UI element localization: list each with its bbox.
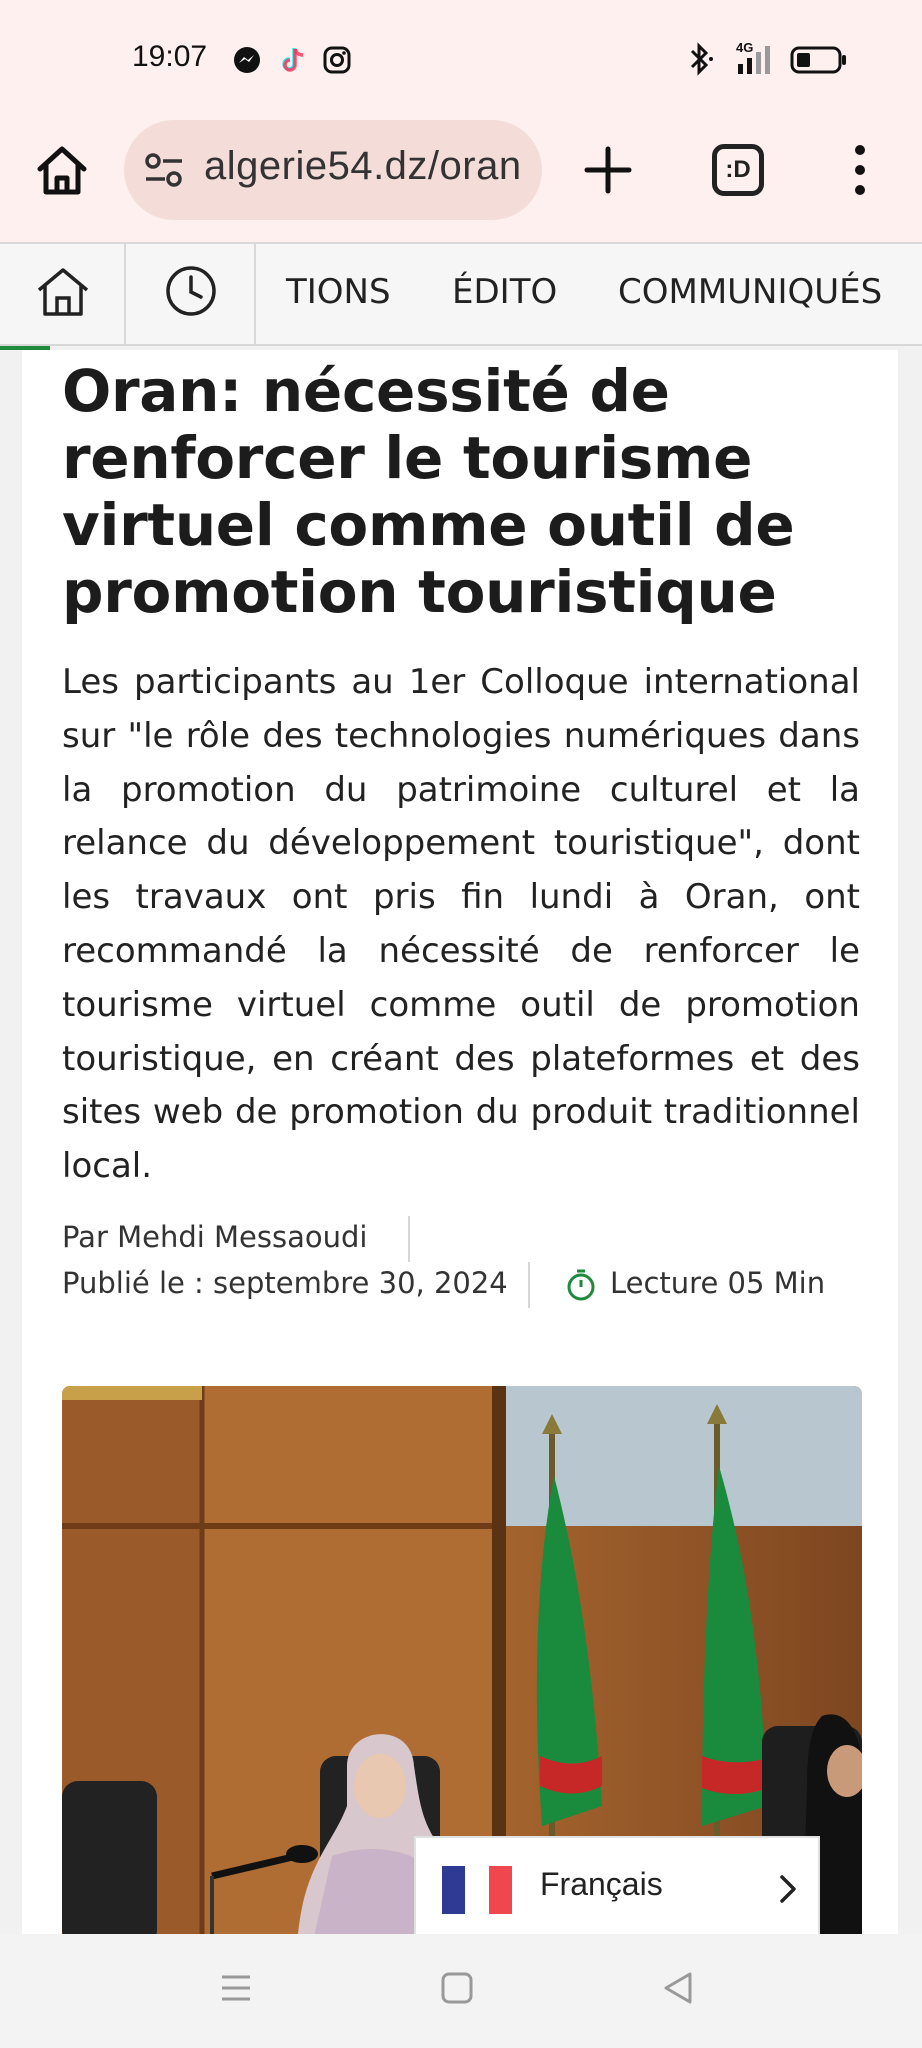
meta-divider — [528, 1262, 530, 1308]
timer-icon — [564, 1268, 598, 1302]
article-read-time: Lecture 05 Min — [610, 1266, 826, 1300]
signal-4g-icon — [734, 42, 782, 76]
tabs-count-label: :D — [725, 156, 751, 183]
article-card — [22, 350, 898, 1934]
system-nav-bar — [0, 1934, 922, 2048]
url-text[interactable]: algerie54.dz/oran — [204, 144, 522, 188]
plus-icon[interactable] — [582, 144, 634, 196]
nav-link-edito[interactable]: ÉDITO — [452, 272, 558, 312]
article-published-date: Publié le : septembre 30, 2024 — [62, 1266, 508, 1300]
clock-icon — [164, 264, 218, 318]
battery-icon — [790, 46, 848, 74]
network-label: 4G — [736, 40, 754, 55]
tabs-icon[interactable] — [712, 144, 764, 196]
chevron-right-icon — [778, 1874, 798, 1904]
france-flag-icon — [442, 1866, 512, 1914]
article-author[interactable]: Par Mehdi Messaoudi — [62, 1220, 368, 1254]
status-time: 19:07 — [132, 40, 208, 73]
url-bar[interactable] — [124, 120, 542, 220]
more-vert-icon[interactable] — [846, 144, 874, 196]
nav-link-communiques[interactable]: COMMUNIQUÉS — [618, 272, 883, 312]
article-lead: Les participants au 1er Colloque international sur "le rôle des technologies numériques dans la promotion du patrimoine culturel et la relance du développement touristique", dont les travaux ont pris fin lundi à Oran, ont recommandé la nécessité de renforcer le tourisme virtuel comme outil de promotion touristique, en créant des plateformes et des sites web de promotion du produit traditionnel local. — [62, 662, 860, 1187]
nav-home-button[interactable] — [0, 244, 126, 344]
nav-link-tions[interactable]: TIONS — [286, 272, 391, 312]
site-nav — [0, 242, 922, 346]
back-triangle-icon[interactable] — [658, 1968, 698, 2008]
nav-recent-button[interactable] — [126, 244, 256, 344]
article-title: Oran: nécessité de renforcer le tourisme virtuel comme outil de promotion touristique — [62, 357, 795, 626]
home-icon[interactable] — [34, 142, 90, 198]
recents-menu-icon[interactable] — [216, 1968, 256, 2008]
instagram-icon — [322, 45, 352, 75]
bluetooth-icon — [686, 42, 716, 76]
messenger-icon — [232, 45, 262, 75]
meta-divider — [408, 1216, 410, 1262]
tiktok-icon — [278, 45, 308, 75]
home-icon — [35, 266, 91, 318]
site-settings-icon[interactable] — [144, 152, 184, 188]
home-square-icon[interactable] — [437, 1968, 477, 2008]
language-switcher[interactable] — [414, 1836, 820, 1936]
language-label: Français — [540, 1866, 663, 1902]
